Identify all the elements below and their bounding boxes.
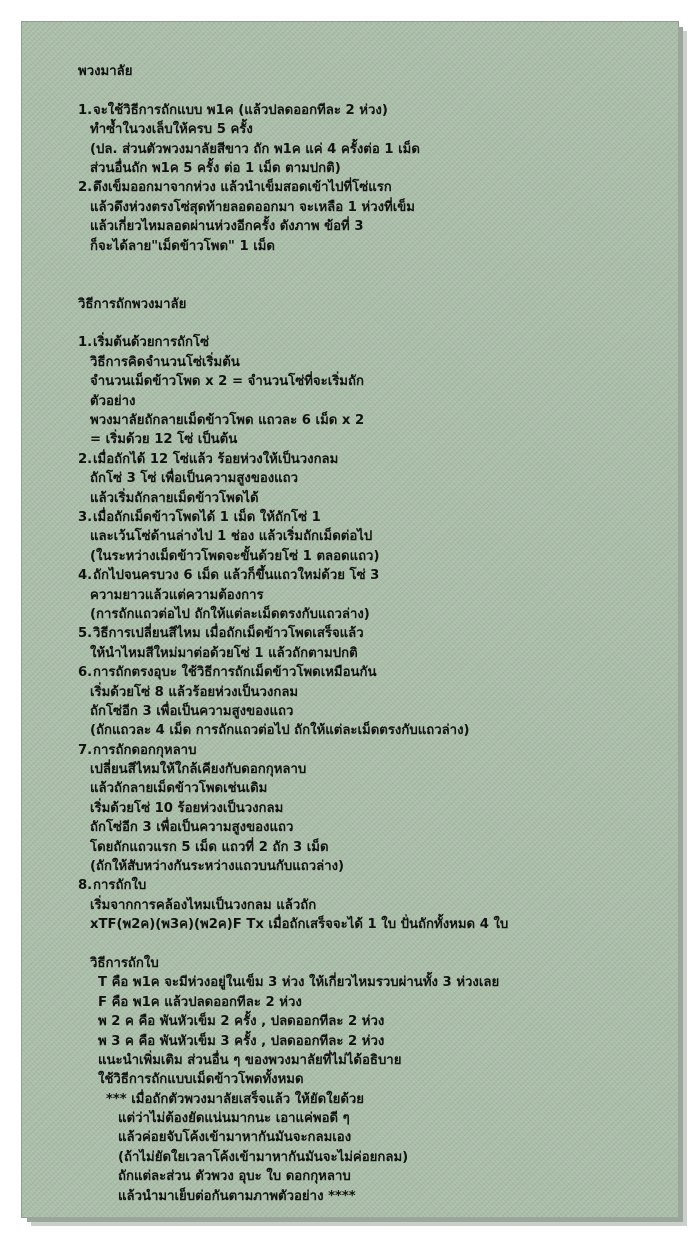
list-item-line: พวงมาลัยถักลายเม็ดข้าวโพด แถวละ 6 เม็ด x 2 <box>90 413 365 429</box>
leaf-method-line: พ 3 ค คือ พันหัวเข็ม 3 ครั้ง , ปลดออกทีละ 2 ห่วง <box>98 1033 385 1049</box>
list-item-line <box>78 876 668 895</box>
list-item-line: (ถักให้สับหว่างกันระหว่างแถวบนกับแถวล่าง) <box>90 859 345 875</box>
item-number: 4. <box>78 568 93 584</box>
item-text: จะใช้วิธีการถักแบบ พ1ค (แล้วปลดออกทีละ 2 ห่วง) <box>93 102 388 118</box>
list-item-line: จำนวนเม็ดข้าวโพด x 2 = จำนวนโซ่ที่จะเริ่มถัก <box>90 374 364 390</box>
item-text: การถักดอกกุหลาบ <box>93 742 197 758</box>
item-text: เมื่อถักได้ 12 โซ่แล้ว ร้อยห่วงให้เป็นวงกลม <box>93 451 339 467</box>
item-number: 1. <box>78 335 93 351</box>
item-number: 2. <box>78 451 93 467</box>
list-item-line: แล้วเกี่ยวไหมลอดผ่านห่วงอีกครั้ง ดังภาพ ข้อที่ 3 <box>90 219 364 235</box>
item-number: 8. <box>78 878 93 894</box>
list-item-line: แล้วดึงห่วงตรงโซ่สุดท้ายลอดออกมา จะเหลือ 1 ห่วงที่เข็ม <box>90 199 415 215</box>
item-number: 7. <box>78 742 93 758</box>
list-item-line: เริ่มด้วยโซ่ 10 ร้อยห่วงเป็นวงกลม <box>90 800 284 816</box>
list-item-line <box>78 333 668 352</box>
note-line: (ถ้าไม่ยัดใยเวลาโค้งเข้ามาหากันมันจะไม่ค่อยกลม) <box>118 1149 409 1165</box>
list-item-line: เปลี่ยนสีไหมให้ใกล้เคียงกับดอกกุหลาบ <box>90 762 307 778</box>
item-text: ถักไปจนครบวง 6 เม็ด แล้วก็ขึ้นแถวใหม่ด้วย โซ่ 3 <box>93 568 380 584</box>
note-line: แต่ว่าไม่ต้องยัดแน่นมากนะ เอาแค่พอดี ๆ <box>118 1111 350 1127</box>
note-line: *** เมื่อถักตัวพวงมาลัยเสร็จแล้ว ให้ยัดใยด้วย <box>106 1091 365 1107</box>
leaf-method-line: T คือ พ1ค จะมีห่วงอยู่ในเข็ม 3 ห่วง ให้เกี่ยวไหมรวบผ่านทั้ง 3 ห่วงเลย <box>98 975 500 991</box>
item-number: 3. <box>78 509 93 525</box>
list-item-line: ความยาวแล้วแต่ความต้องการ <box>90 587 264 603</box>
list-item-line: ถักโซ่อีก 3 เพื่อเป็นความสูงของแถว <box>90 703 294 719</box>
list-item-line: ตัวอย่าง <box>90 393 136 409</box>
list-item-line: โดยถักแถวแรก 5 เม็ด แถวที่ 2 ถัก 3 เม็ด <box>90 839 329 855</box>
list-item-line: ถักโซ่ 3 โซ่ เพื่อเป็นความสูงของแถว <box>90 471 299 487</box>
list-item-line: แล้วถักลายเม็ดข้าวโพดเช่นเดิม <box>90 781 268 797</box>
list-item-line <box>78 624 668 643</box>
numbered-list <box>78 333 668 934</box>
item-number: 1. <box>78 102 93 118</box>
item-text: เริ่มต้นด้วยการถักโซ่ <box>93 335 210 351</box>
leaf-method-line: F คือ พ1ค แล้วปลดออกทีละ 2 ห่วง <box>98 994 302 1010</box>
item-text: การถักใบ <box>93 878 147 894</box>
section-title: พวงมาลัย <box>78 64 133 79</box>
list-item-line <box>78 450 668 469</box>
list-item-line <box>78 566 668 585</box>
section-title: วิธีการถักพวงมาลัย <box>78 296 187 312</box>
list-item-line: (ถักแถวละ 4 เม็ด การถักแถวต่อไป ถักให้แต่ละเม็ดตรงกับแถวล่าง) <box>90 723 470 739</box>
item-number: 6. <box>78 665 93 681</box>
item-number: 5. <box>78 626 93 642</box>
list-item-line: = เริ่มด้วย 12 โซ่ เป็นต้น <box>90 432 238 448</box>
item-text: วิธีการเปลี่ยนสีไหม เมื่อถักเม็ดข้าวโพดเสร็จแล้ว <box>93 626 364 642</box>
leaf-method-title: วิธีการถักใบ <box>90 955 159 971</box>
item-text: การถักตรงอุบะ ใช้วิธีการถักเม็ดข้าวโพดเหมือนกัน <box>93 665 377 681</box>
leaf-method-line: พ 2 ค คือ พันหัวเข็ม 2 ครั้ง , ปลดออกทีละ 2 ห่วง <box>98 1014 385 1030</box>
list-item-line: วิธีการคิดจำนวนโซ่เริ่มต้น <box>90 354 240 370</box>
list-item-line: xTF(พ2ค)(พ3ค)(พ2ค)F Tx เมื่อถักเสร็จจะได้ 1 ใบ ปั่นถักทั้งหมด 4 ใบ <box>90 917 509 933</box>
list-item-line: (การถักแถวต่อไป ถักให้แต่ละเม็ดตรงกับแถวล่าง) <box>90 606 370 622</box>
list-item-line <box>78 101 668 120</box>
item-text: ดึงเข็มออกมาจากห่วง แล้วนำเข็มสอดเข้าไปที่โซ่แรก <box>93 180 392 196</box>
list-item-line: ให้นำไหมสีใหม่มาต่อด้วยโซ่ 1 แล้วถักตามปกติ <box>90 645 358 661</box>
list-item-line: เริ่มจากการคล้องไหมเป็นวงกลม แล้วถัก <box>90 897 317 913</box>
note-line: ถักแต่ละส่วน ตัวพวง อุบะ ใบ ดอกกุหลาบ <box>118 1169 351 1185</box>
note-line: แล้วนำมาเย็บต่อกันตามภาพตัวอย่าง **** <box>118 1188 356 1204</box>
list-item-line: ก็จะได้ลาย"เม็ดข้าวโพด" 1 เม็ด <box>90 238 275 254</box>
list-item-line: และเว้นโซ่ด้านล่างไป 1 ช่อง แล้วเริ่มถักเม็ดต่อไป <box>90 529 373 545</box>
list-item-line: (ปล. ส่วนตัวพวงมาลัยสีขาว ถัก พ1ค แค่ 4 ครั้งต่อ 1 เม็ด <box>90 141 420 157</box>
list-item-line <box>78 178 668 197</box>
list-item-line: (ในระหว่างเม็ดข้าวโพดจะขั้นด้วยโซ่ 1 ตลอดแถว) <box>90 548 380 564</box>
note-line: แล้วค่อยจับโค้งเข้ามาหากันมันจะกลมเอง <box>118 1130 352 1146</box>
list-item-line: แล้วเริ่มถักลายเม็ดข้าวโพดได้ <box>90 490 259 506</box>
list-item-line: เริ่มด้วยโซ่ 8 แล้วร้อยห่วงเป็นวงกลม <box>90 684 299 700</box>
leaf-method-line: แนะนำเพิ่มเติม ส่วนอื่น ๆ ของพวงมาลัยที่ไม่ได้อธิบาย <box>98 1052 402 1068</box>
leaf-method-lines <box>78 973 668 1089</box>
list-item-line <box>78 508 668 527</box>
note-lines <box>78 1109 668 1206</box>
list-item-line <box>78 741 668 760</box>
item-number: 2. <box>78 180 93 196</box>
document-body <box>78 62 668 1206</box>
list-item-line: ถักโซ่อีก 3 เพื่อเป็นความสูงของแถว <box>90 820 294 836</box>
list-item-line <box>78 663 668 682</box>
leaf-method-line: ใช้วิธีการถักแบบเม็ดข้าวโพดทั้งหมด <box>98 1072 304 1088</box>
item-text: เมื่อถักเม็ดข้าวโพดได้ 1 เม็ด ให้ถักโซ่ 1 <box>93 509 321 525</box>
list-item-line: ส่วนอื่นถัก พ1ค 5 ครั้ง ต่อ 1 เม็ด ตามปกติ) <box>90 160 341 176</box>
numbered-list <box>78 101 668 256</box>
list-item-line: ทำซ้ำในวงเล็บให้ครบ 5 ครั้ง <box>90 122 253 138</box>
